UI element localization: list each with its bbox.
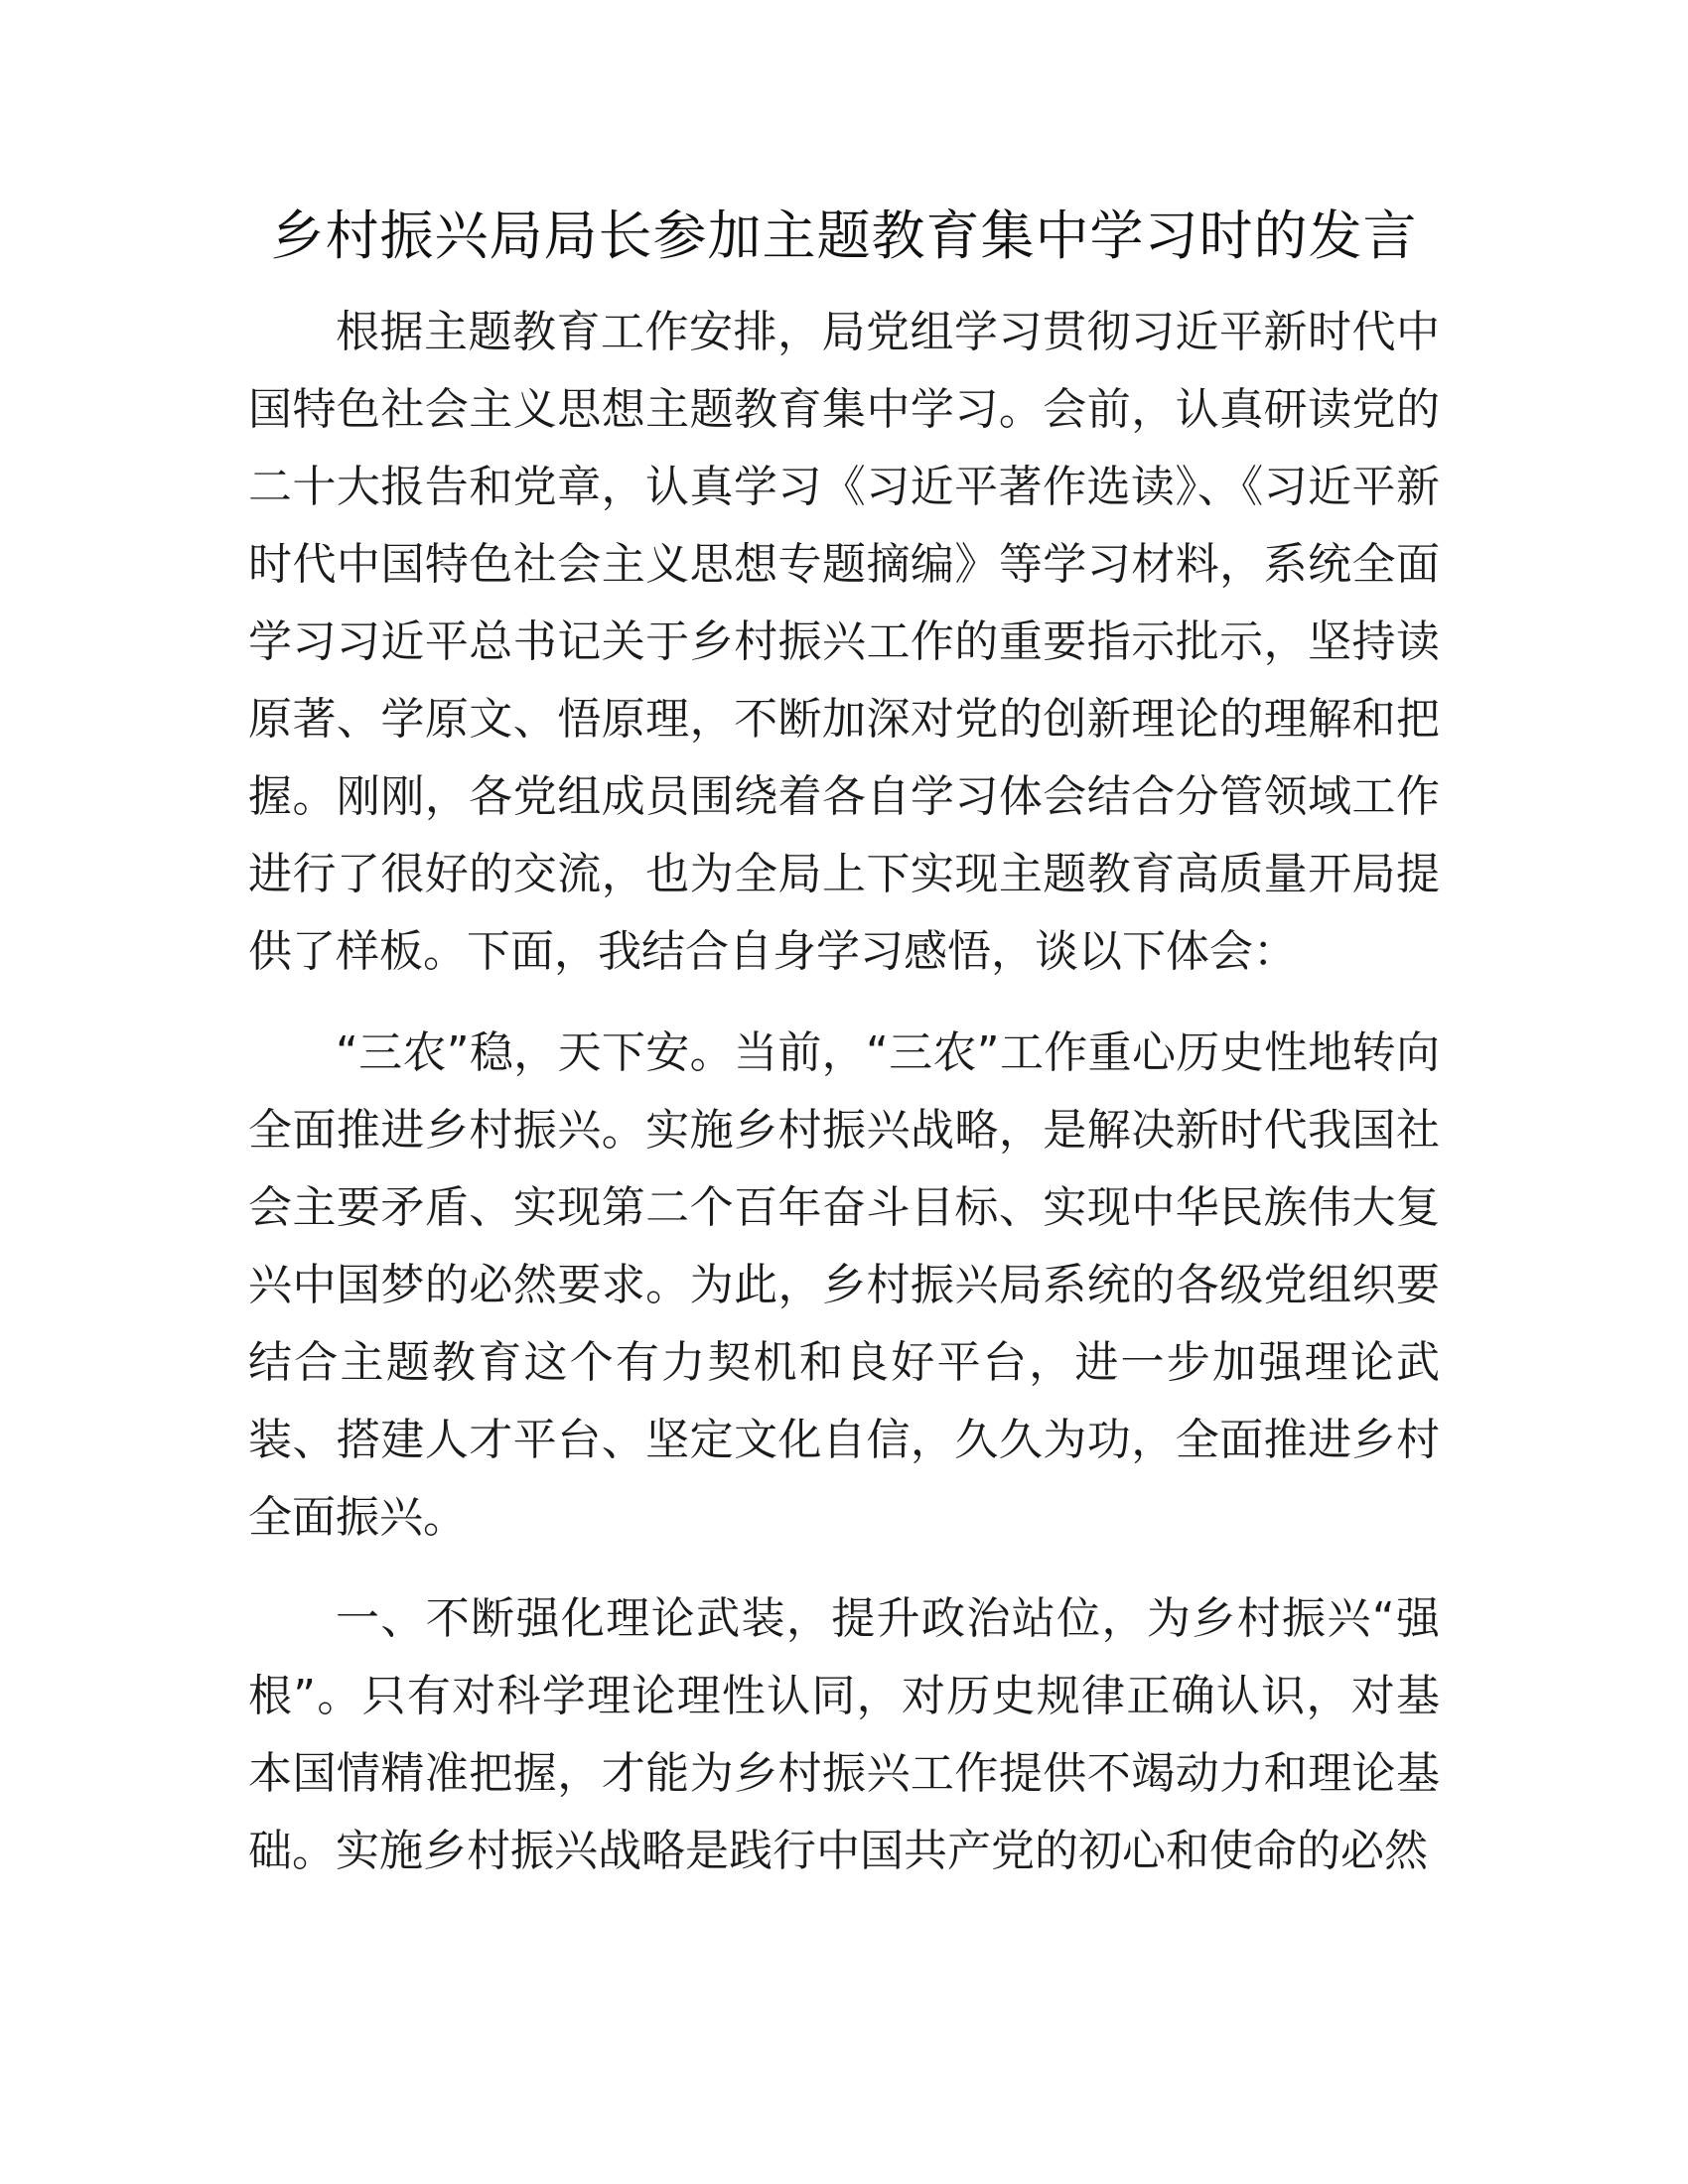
paragraph-intro: 根据主题教育工作安排，局党组学习贯彻习近平新时代中国特色社会主义思想主题教育集中学习。会前，认真研读党的二十大报告和党章，认真学习《习近平著作选读》、《习近平新时代中国特色社会主义思想专题摘编》等学习材料，系统全面学习习近平总书记关于乡村振兴工作的重要指示批示，坚持读原著、学原文、悟原理，不断加深对党的创新理论的理解和把握。刚刚，各党组成员围绕着各自学习体会结合分管领域工作进行了很好的交流，也为全局上下实现主题教育高质量开局提供了样板。下面，我结合自身学习感悟，谈以下体会： xyxy=(248,307,1440,977)
paragraph-sannong: “三农”稳，天下安。当前，“三农”工作重心历史性地转向全面推进乡村振兴。实施乡村振兴战略，是解决新时代我国社会主要矛盾、实现第二个百年奋斗目标、实现中华民族伟大复兴中国梦的必然要求。为此，乡村振兴局系统的各级党组织要结合主题教育这个有力契机和良好平台，进一步加强理论武装、搭建人才平台、坚定文化自信，久久为功，全面推进乡村全面振兴。 xyxy=(248,1027,1440,1543)
document-body xyxy=(248,199,1440,1890)
document-title: 乡村振兴局局长参加主题教育集中学习时的发言 xyxy=(270,205,1418,267)
paragraph-section-one: 一、不断强化理论武装，提升政治站位，为乡村振兴“强根”。只有对科学理论理性认同，对历史规律正确认识，对基本国情精准把握，才能为乡村振兴工作提供不竭动力和理论基础。实施乡村振兴战略是践行中国共产党的初心和使命的必然 xyxy=(248,1593,1440,1876)
